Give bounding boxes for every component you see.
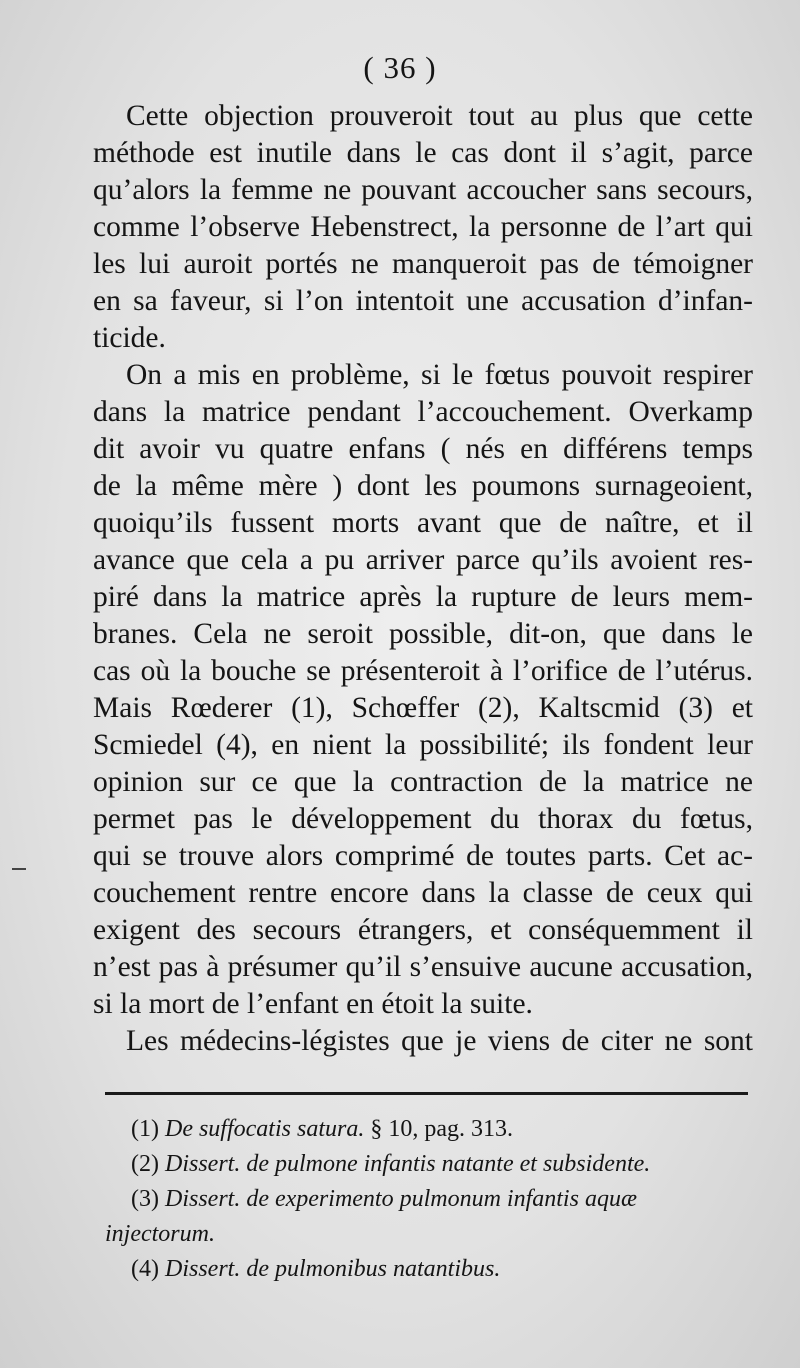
text-line: Scmiedel (4), en nient la possibilité; ils fondent leur xyxy=(93,729,753,761)
text-line: n’est pas à présumer qu’il s’ensuive aucune accusation, xyxy=(93,951,753,983)
footnote-title: Dissert. de pulmonibus natantibus. xyxy=(164,1256,501,1282)
footnote-title: De suffocatis satura. xyxy=(164,1116,365,1142)
paragraph xyxy=(93,98,753,357)
paragraph xyxy=(93,1023,753,1060)
footnote xyxy=(105,1182,750,1217)
footnote-number: (4) xyxy=(131,1256,165,1282)
text-line: qu’alors la femme ne pouvant accoucher sans secours, xyxy=(93,174,753,206)
footnote-number: (1) xyxy=(131,1116,165,1142)
margin-mark xyxy=(12,868,26,870)
footnote xyxy=(105,1252,750,1287)
text-line: quoiqu’ils fussent morts avant que de naître, et il xyxy=(93,507,753,539)
footnote-title: injectorum. xyxy=(105,1221,215,1247)
text-line: si la mort de l’enfant en étoit la suite. xyxy=(93,988,533,1020)
text-line: Mais Rœderer (1), Schœffer (2), Kaltscmid (3) et xyxy=(93,692,753,724)
text-line: Les médecins-légistes que je viens de citer ne sont xyxy=(126,1025,753,1057)
text-line: couchement rentre encore dans la classe de ceux qui xyxy=(93,877,753,909)
text-line: avance que cela a pu arriver parce qu’ils avoient res- xyxy=(93,544,753,576)
text-line: qui se trouve alors comprimé de toutes parts. Cet ac- xyxy=(93,840,753,872)
main-text xyxy=(93,98,753,1060)
page-number: ( 36 ) xyxy=(363,50,437,85)
text-line: de la même mère ) dont les poumons surnageoient, xyxy=(93,470,753,502)
text-line: ticide. xyxy=(93,322,166,354)
footnote xyxy=(105,1147,750,1182)
text-line: comme l’observe Hebenstrect, la personne de l’art qui xyxy=(93,211,753,243)
text-line: dans la matrice pendant l’accouchement. Overkamp xyxy=(93,396,753,428)
text-line: cas où la bouche se présenteroit à l’orifice de l’utérus. xyxy=(93,655,753,687)
footnote xyxy=(105,1217,750,1252)
text-line: piré dans la matrice après la rupture de leurs mem- xyxy=(93,581,753,613)
text-line: branes. Cela ne seroit possible, dit-on, que dans le xyxy=(93,618,753,650)
footnote-title: Dissert. de pulmone infantis natante et subsidente. xyxy=(164,1151,651,1177)
footnote-number: (2) xyxy=(131,1151,165,1177)
text-line: opinion sur ce que la contraction de la matrice ne xyxy=(93,766,753,798)
text-line: en sa faveur, si l’on intentoit une accusation d’infan- xyxy=(93,285,753,317)
footnote-reference: § 10, pag. 313. xyxy=(364,1116,513,1142)
text-line: On a mis en problème, si le fœtus pouvoit respirer xyxy=(126,359,753,391)
text-line: les lui auroit portés ne manqueroit pas de témoigner xyxy=(93,248,753,280)
footnote xyxy=(105,1112,750,1147)
footnotes xyxy=(105,1112,750,1287)
text-line: permet pas le développement du thorax du fœtus, xyxy=(93,803,753,835)
footnote-title: Dissert. de experimento pulmonum infantis aquæ xyxy=(164,1186,637,1212)
footnote-rule xyxy=(105,1092,748,1095)
paragraph xyxy=(93,357,753,1023)
text-line: exigent des secours étrangers, et conséquemment il xyxy=(93,914,753,946)
text-line: méthode est inutile dans le cas dont il s’agit, parce xyxy=(93,137,753,169)
footnote-number: (3) xyxy=(131,1186,165,1212)
text-line: dit avoir vu quatre enfans ( nés en différens temps xyxy=(93,433,753,465)
text-line: Cette objection prouveroit tout au plus que cette xyxy=(126,100,753,132)
